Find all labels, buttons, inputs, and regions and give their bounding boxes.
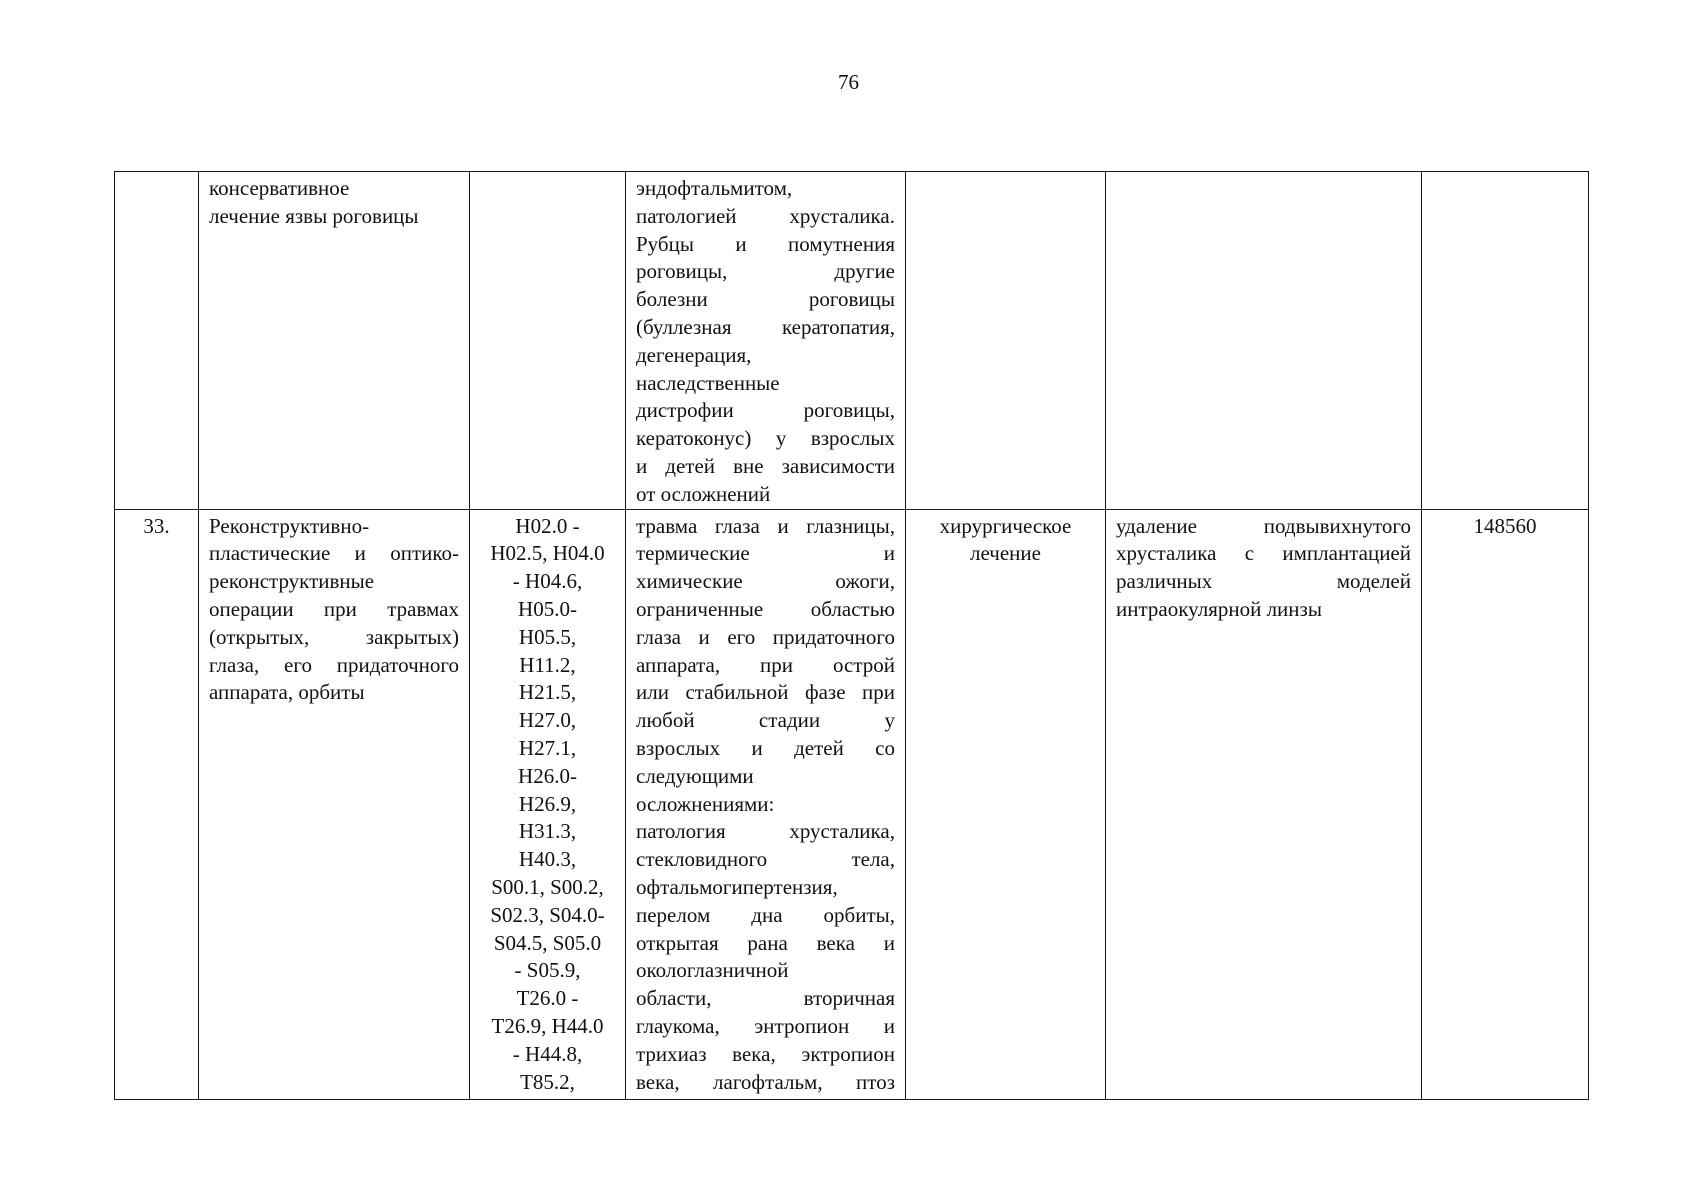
patient-model-line: офтальмогипертензия, [636,874,838,899]
code-line: H05.0- [518,596,577,621]
codes-cell [470,172,626,510]
patient-model-line: эндофтальмитом, [636,176,793,200]
treatment-type-cell [906,172,1106,510]
code-line: H11.2, [519,652,576,677]
method-line: удаление подвывихнутого [1116,513,1411,538]
patient-model-line: травма глаза и глазницы, [636,513,895,538]
name-line: Реконструктивно- [209,513,370,538]
treatment-line: хирургическое [939,513,1072,538]
patient-model-line: перелом дна орбиты, [636,902,895,927]
code-line: H31.3, [518,819,577,844]
code-line: H26.0- [518,763,577,788]
code-line: - S05.9, [514,958,581,983]
patient-model-line: любой стадии у [636,708,895,733]
code-line: H21.5, [518,680,577,705]
patient-model-line: роговицы, другие [636,259,895,284]
name-line: пластические и оптико- [209,541,459,566]
patient-model-line: глаза и его придаточного [636,624,895,649]
code-line: H26.9, [518,791,577,816]
patient-model-line: открытая рана века и [636,930,895,955]
patient-model-line: окологлазничной [636,958,789,983]
patient-model-cell [626,509,906,1099]
medical-care-table [114,171,1589,1100]
name-line: (открытых, закрытых) [209,624,459,649]
table-row [115,509,1589,1099]
method-cell [1106,509,1422,1099]
patient-model-line: патология хрусталика, [636,819,895,844]
patient-model-line: дегенерация, [636,342,752,367]
method-line: хрусталика с имплантацией [1116,541,1411,566]
price-cell: 148560 [1422,509,1589,1099]
code-line: S02.3, S04.0- [490,902,605,927]
treatment-line: лечение [970,541,1041,566]
patient-model-line: или стабильной фазе при [636,680,895,705]
code-line: T26.0 - [516,986,579,1011]
treatment-type-cell [906,509,1106,1099]
code-line: T85.2, [520,1069,575,1094]
patient-model-line: термические и [636,541,895,566]
name-line: консервативное [209,176,350,200]
code-line: - H04.6, [512,569,583,594]
name-line: операции при травмах [209,596,459,621]
code-line: H27.0, [518,708,577,733]
patient-model-line: болезни роговицы [636,287,895,312]
code-line: - H44.8, [512,1041,583,1066]
code-line: T26.9, H44.0 [491,1013,604,1038]
patient-model-line: века, лагофтальм, птоз [636,1069,895,1094]
patient-model-line: следующими [636,763,754,788]
patient-model-line: наследственные [636,370,780,395]
patient-model-line: дистрофии роговицы, [636,398,895,423]
name-cell [199,172,470,510]
patient-model-line: химические ожоги, [636,569,895,594]
code-line: S00.1, S00.2, [491,874,604,899]
patient-model-line: кератоконус) у взрослых [636,426,895,451]
patient-model-line: и детей вне зависимости [636,453,895,478]
name-line: лечение язвы роговицы [209,203,419,228]
patient-model-line: осложнениями: [636,791,775,816]
patient-model-line: от осложнений [636,481,771,506]
method-cell [1106,172,1422,510]
price-cell [1422,172,1589,510]
patient-model-line: Рубцы и помутнения [636,231,895,256]
name-line: реконструктивные [209,569,375,594]
method-line: интраокулярной линзы [1116,596,1322,621]
patient-model-line: аппарата, при острой [636,652,895,677]
code-line: S04.5, S05.0 [493,930,602,955]
code-line: H05.5, [518,624,577,649]
patient-model-line: ограниченные областью [636,596,895,621]
patient-model-line: патологией хрусталика. [636,203,895,228]
patient-model-line: области, вторичная [636,986,895,1011]
method-line: различных моделей [1116,569,1411,594]
name-line: аппарата, орбиты [209,680,365,705]
patient-model-cell [626,172,906,510]
name-line: глаза, его придаточного [209,652,459,677]
name-cell [199,509,470,1099]
code-line: H40.3, [518,847,577,872]
patient-model-line: (буллезная кератопатия, [636,314,895,339]
code-line: H02.5, H04.0 [490,541,605,566]
patient-model-line: взрослых и детей со [636,735,895,760]
patient-model-line: глаукома, энтропион и [636,1013,895,1038]
code-line: H02.0 - [515,513,580,538]
patient-model-line: трихиаз века, эктропион [636,1041,895,1066]
codes-cell [470,509,626,1099]
table-row [115,172,1589,510]
code-line: H27.1, [518,735,577,760]
row-number-cell: 33. [115,509,199,1099]
patient-model-line: стекловидного тела, [636,847,895,872]
row-number-cell [115,172,199,510]
page-number: 76 [838,70,859,94]
